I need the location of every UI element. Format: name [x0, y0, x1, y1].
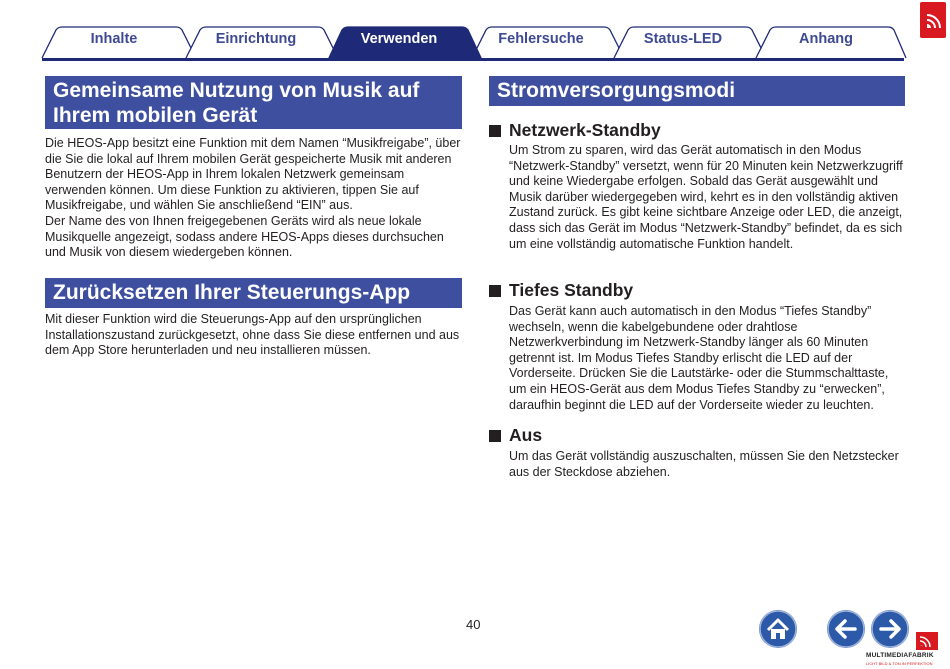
tab-fehlersuche[interactable]: Fehlersuche: [498, 31, 584, 47]
bullet-square-icon: [489, 125, 501, 137]
bullet-square-icon: [489, 285, 501, 297]
logo-wordmark: MULTIMEDIAFABRIK: [866, 652, 934, 659]
forward-button[interactable]: [871, 610, 909, 648]
paragraph-deep-standby: Das Gerät kann auch automatisch in den Modus “Tiefes Standby” wechseln, wenn die kabelgebundene oder drahtlose Netzwerkverbindung im Netzwerk-Standby länger als 60 Minuten getrennt ist. Im Modus Tiefes Standby erlischt die LED auf der Vorderseite. Drücken Sie die Lautstärke- oder die Stummschalttaste, um ein HEOS-Gerät aus dem Modus Tiefes Standby zu “erwecken”, daraufhin beginnt die LED auf der Vorderseite wieder zu leuchten.: [509, 304, 889, 412]
paragraph-off: Um das Gerät vollständig auszuschalten, müssen Sie den Netzstecker aus der Steckdose abziehen.: [509, 449, 899, 479]
section-title-reset-app: Zurücksetzen Ihrer Steuerungs-App: [45, 278, 462, 308]
subsection-title: Aus: [509, 425, 543, 445]
paragraph-network-standby: Um Strom zu sparen, wird das Gerät automatisch in den Modus “Netzwerk-Standby” versetzt, wenn für 20 Minuten kein Netzwerkzugriff und keine Wiedergabe erfolgen. Sobald das Gerät ausgewählt und Musik darüber wiedergegeben wird, kehrt es in den vollständig aktiven Zustand zurück. Es gibt keine sichtbare Anzeige oder LED, die anzeigt, dass sich das Gerät im Modus “Netzwerk-Standby” befindet, da es sich um eine vollständig automatische Funktion handelt.: [509, 143, 903, 251]
paragraph-reset-app: Mit dieser Funktion wird die Steuerungs-App auf den ursprünglichen Installationszustand zurückgesetzt, ohne dass Sie diese entfernen und aus dem App Store herunterladen und neu installieren müssen.: [45, 312, 460, 358]
subsection-off: [489, 425, 542, 446]
paragraph-music-sharing-2: Der Name des von Ihnen freigegebenen Geräts wird als neue lokale Musikquelle angezeigt, sodass andere HEOS-Apps dieses durchsuchen und Musik von diesem wiedergeben können.: [45, 214, 444, 260]
home-icon: [759, 610, 797, 648]
subsection-title: Tiefes Standby: [509, 280, 634, 300]
back-button[interactable]: [827, 610, 865, 648]
multimediafabrik-logo-icon: [914, 630, 944, 652]
arrow-right-icon: [871, 610, 909, 648]
tab-status-led[interactable]: Status-LED: [643, 31, 723, 47]
page-number: 40: [466, 617, 481, 632]
subsection-title: Netzwerk-Standby: [509, 120, 661, 140]
section-title-music-sharing: Gemeinsame Nutzung von Musik auf Ihrem mobilen Gerät: [45, 76, 462, 129]
tab-underline: [42, 58, 904, 61]
tab-verwenden[interactable]: Verwenden: [360, 31, 438, 47]
home-button[interactable]: [759, 610, 797, 648]
tab-inhalte[interactable]: Inhalte: [90, 31, 138, 47]
logo-corner-icon[interactable]: [920, 2, 946, 38]
bullet-square-icon: [489, 430, 501, 442]
logo-tagline: LICHT BILD & TON IN PERFEKTION: [866, 661, 933, 666]
tab-einrichtung[interactable]: Einrichtung: [215, 31, 297, 47]
section-title-power-modes: Stromversorgungsmodi: [489, 76, 905, 106]
tab-anhang[interactable]: Anhang: [799, 31, 853, 47]
paragraph-music-sharing-1: Die HEOS-App besitzt eine Funktion mit dem Namen “Musikfreigabe”, über die Sie die lokal auf Ihrem mobilen Gerät gespeicherte Musik mit anderen Benutzern der HEOS-App in Ihrem lokalen Netzwerk gemeinsam verwenden können. Um diese Funktion zu aktivieren, tippen Sie auf Musikfreigabe, und wählen Sie anschließend “EIN” aus.: [45, 136, 461, 213]
arrow-left-icon: [827, 610, 865, 648]
subsection-network-standby: [489, 120, 661, 141]
tab-bar: [0, 0, 950, 64]
subsection-deep-standby: [489, 280, 633, 301]
